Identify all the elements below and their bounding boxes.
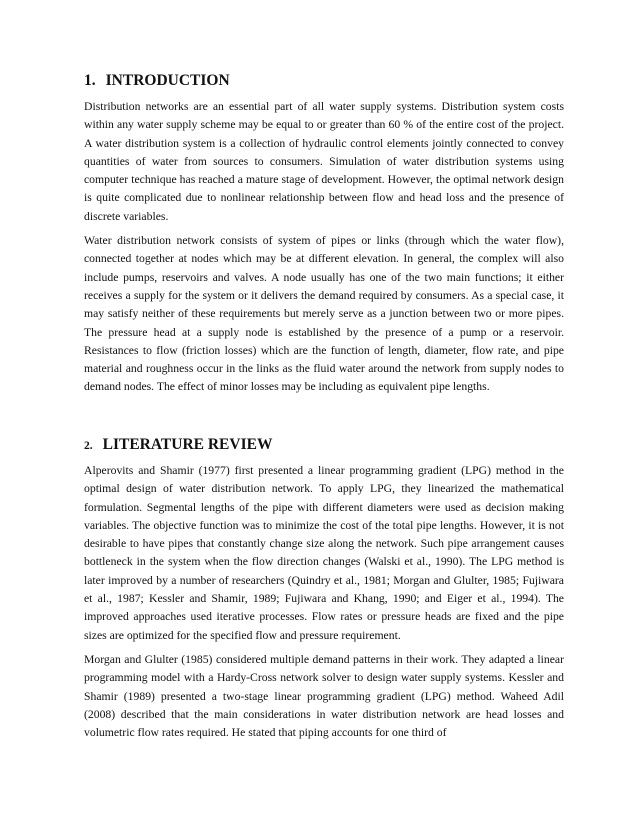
- literature-review-paragraph-1: Alperovits and Shamir (1977) first presented a linear programming gradient (LPG) method in the optimal design of water distribution network. To apply LPG, they linearized the mathematical formulation. Segmental lengths of the pipe with different diameters were used as decision making variables. The objective function was to minimize the cost of the total pipe lengths. However, it is not desirable to have pipes that constantly change size along the network. Such pipe arrangement causes bottleneck in the system when the flow direction changes (Walski et al., 1990). The LPG method is later improved by a number of researchers (Quindry et al., 1981; Morgan and Glulter, 1985; Fujiwara et al., 1987; Kessler and Shamir, 1989; Fujiwara and Khang, 1990; and Eiger et al., 1994). The improved approaches used iterative processes. Flow rates or pressure heads are fixed and the pipe sizes are optimized for the specified flow and pressure requirement.: [84, 464, 564, 642]
- introduction-paragraph-1: Distribution networks are an essential part of all water supply systems. Distribution system costs within any water supply scheme may be equal to or greater than 60 % of the entire cost of the project. A water distribution system is a collection of hydraulic control elements jointly connected to convey quantities of water from sources to consumers. Simulation of water distribution systems using computer technique has reached a mature stage of development. However, the optimal network design is quite complicated due to nonlinear relationship between flow and head loss and the presence of discrete variables.: [84, 100, 564, 223]
- section-title: INTRODUCTION: [105, 72, 230, 89]
- introduction-paragraph-2: Water distribution network consists of system of pipes or links (through which the water flow), connected together at nodes which may be at different elevation. In general, the complex will also include pumps, reservoirs and valves. A node usually has one of the two main functions; it either receives a supply for the system or it delivers the demand required by consumers. As a special case, it may satisfy neither of these requirements but merely serve as a junction between two or more pipes. The pressure head at a supply node is established by the presence of a pump or a reservoir. Resistances to flow (friction losses) which are the function of length, diameter, flow rate, and pipe material and roughness occur in the links as the fluid water around the network from supply nodes to demand nodes. The effect of minor losses may be including as equivalent pipe lengths.: [84, 234, 564, 394]
- section-number: 1.: [84, 72, 96, 89]
- section-number: 2.: [84, 440, 93, 452]
- literature-review-paragraph-2: Morgan and Glulter (1985) considered multiple demand patterns in their work. They adapted a linear programming model with a Hardy-Cross network solver to design water supply systems. Kessler and Shamir (1989) presented a two-stage linear programming gradient (LPG) method. Waheed Adil (2008) described that the main considerations in water distribution network are head losses and volumetric flow rates required. He stated that piping accounts for one third of: [84, 652, 564, 740]
- section-heading-literature-review: [84, 436, 564, 454]
- section-heading-introduction: [84, 72, 564, 90]
- section-title: LITERATURE REVIEW: [102, 436, 273, 453]
- literature-review-body: [84, 462, 564, 742]
- page-content: [84, 72, 564, 740]
